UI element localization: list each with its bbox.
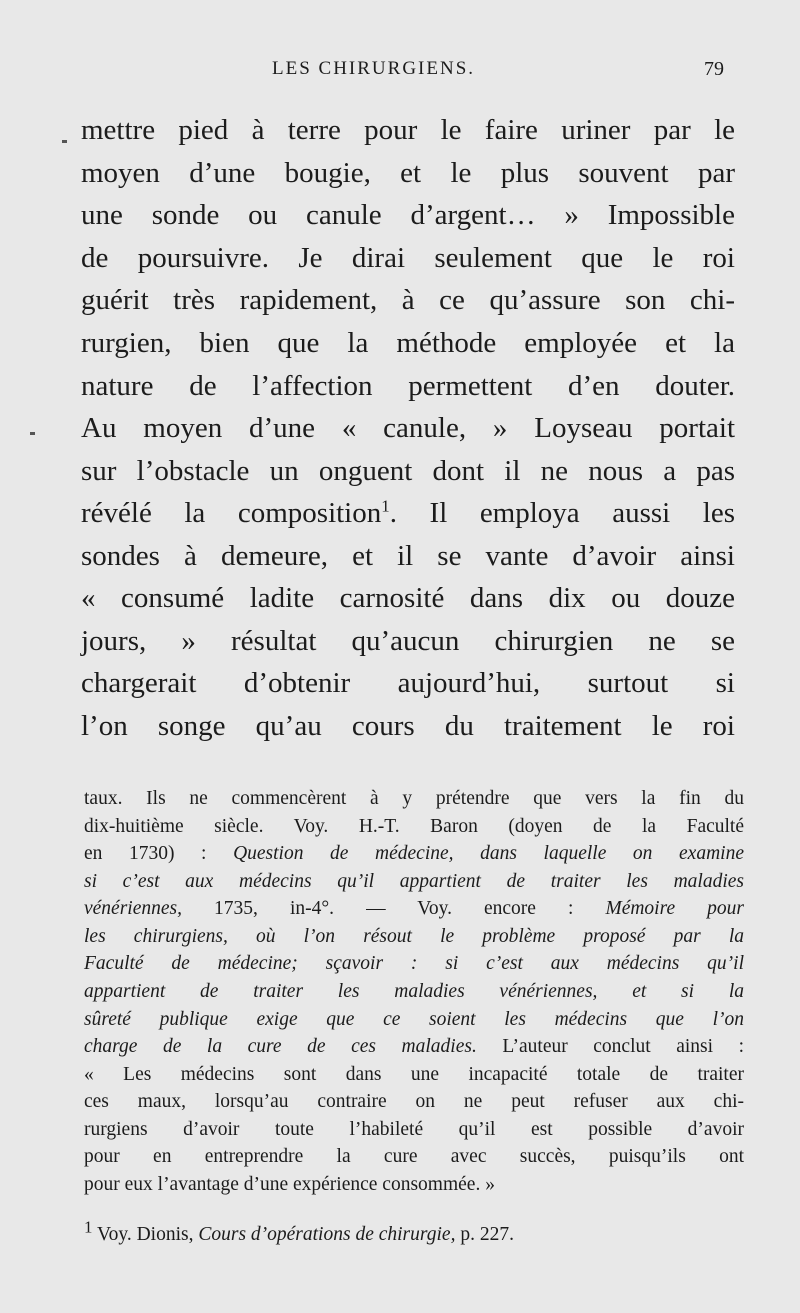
body-line-segment: . Il employa aussi les [389, 497, 735, 529]
footnote-text: rurgiens d’avoir toute l’habileté qu’il est possible d’avoir [84, 1119, 744, 1140]
footnote-italic-text: Faculté de médecine; sçavoir : si c’est aux médecins qu’il [84, 953, 744, 974]
footnote-line [84, 927, 744, 947]
footnote-text: L’auteur conclut ainsi : [502, 1036, 745, 1057]
footnote-line [84, 1092, 744, 1112]
footnote-italic-text: vénériennes, [84, 898, 215, 919]
footnote-italic-text: Mémoire pour [605, 898, 744, 919]
body-line: une sonde ou canule d’argent… » Impossible [81, 199, 735, 231]
footnote-line [84, 1065, 744, 1085]
body-line: jours, » résultat qu’aucun chirurgien ne se [81, 625, 735, 657]
footnote-line [84, 1147, 744, 1167]
footnote-marker: 1 [84, 1217, 93, 1237]
footnote-italic-text: Question de médecine, dans laquelle on examine [233, 843, 744, 864]
body-line: « consumé ladite carnosité dans dix ou douze [81, 582, 735, 614]
body-line: guérit très rapidement, à ce qu’assure son chi- [81, 284, 735, 316]
footnote-text: dix-huitième siècle. Voy. H.-T. Baron (doyen de la Faculté [84, 816, 744, 837]
footnote-text: 1735, in-4°. — Voy. encore : [214, 898, 606, 919]
print-speck [62, 140, 67, 143]
footnote-text: pour eux l’avantage d’une expérience consommée. » [84, 1174, 495, 1195]
footnote-text: en 1730) : [84, 843, 234, 864]
footnote-text: Voy. Dionis, [92, 1224, 199, 1245]
body-line: rurgien, bien que la méthode employée et la [81, 327, 735, 359]
footnote-text: « Les médecins sont dans une incapacité totale de traiter [84, 1064, 744, 1085]
body-line: l’on songe qu’au cours du traitement le roi [81, 710, 735, 742]
body-line: chargerait d’obtenir aujourd’hui, surtout si [81, 667, 735, 699]
footnote-book-title: Cours d’opérations de chirurgie, [198, 1224, 456, 1245]
body-line: moyen d’une bougie, et le plus souvent par [81, 157, 735, 189]
print-speck [30, 432, 35, 435]
body-line: de poursuivre. Je dirai seulement que le roi [81, 242, 735, 274]
footnote-line [84, 899, 744, 919]
footnote-line [84, 954, 744, 974]
footnote-text: p. 227. [455, 1224, 514, 1245]
body-line-with-footnote-ref [81, 496, 735, 529]
footnote-line [84, 789, 744, 809]
footnote-line [84, 982, 744, 1002]
footnote-1 [84, 1217, 744, 1245]
footnote-line [84, 817, 744, 837]
footnote-italic-text: appartient de traiter les maladies vénériennes, et si la [84, 981, 744, 1002]
footnote-line [84, 872, 744, 892]
footnote-reference: 1 [381, 496, 390, 516]
body-line-segment: révélé la composition [81, 497, 382, 529]
footnote-text: pour en entreprendre la cure avec succès, puisqu’ils ont [84, 1146, 744, 1167]
footnote-italic-text: si c’est aux médecins qu’il appartient de traiter les maladies [84, 871, 744, 892]
footnote-line [84, 844, 744, 864]
page-number: 79 [704, 58, 724, 80]
footnote-line [84, 1120, 744, 1140]
footnote-line [84, 1037, 744, 1057]
body-line: mettre pied à terre pour le faire uriner par le [81, 114, 735, 146]
body-line: sondes à demeure, et il se vante d’avoir ainsi [81, 540, 735, 572]
footnote-italic-text: sûreté publique exige que ce soient les médecins que l’on [84, 1009, 744, 1030]
body-line: sur l’obstacle un onguent dont il ne nous a pas [81, 455, 735, 487]
footnote-text: ces maux, lorsqu’au contraire on ne peut refuser aux chi- [84, 1091, 744, 1112]
footnote-italic-text: les chirurgiens, où l’on résout le problème proposé par la [84, 926, 744, 947]
footnote-line [84, 1010, 744, 1030]
body-line: Au moyen d’une « canule, » Loyseau portait [81, 412, 735, 444]
footnote-line [84, 1175, 744, 1195]
footnote-italic-text: charge de la cure de ces maladies. [84, 1036, 503, 1057]
body-line: nature de l’affection permettent d’en douter. [81, 370, 735, 402]
running-title: LES CHIRURGIENS. [272, 58, 476, 79]
footnote-text: taux. Ils ne commencèrent à y prétendre que vers la fin du [84, 788, 744, 809]
